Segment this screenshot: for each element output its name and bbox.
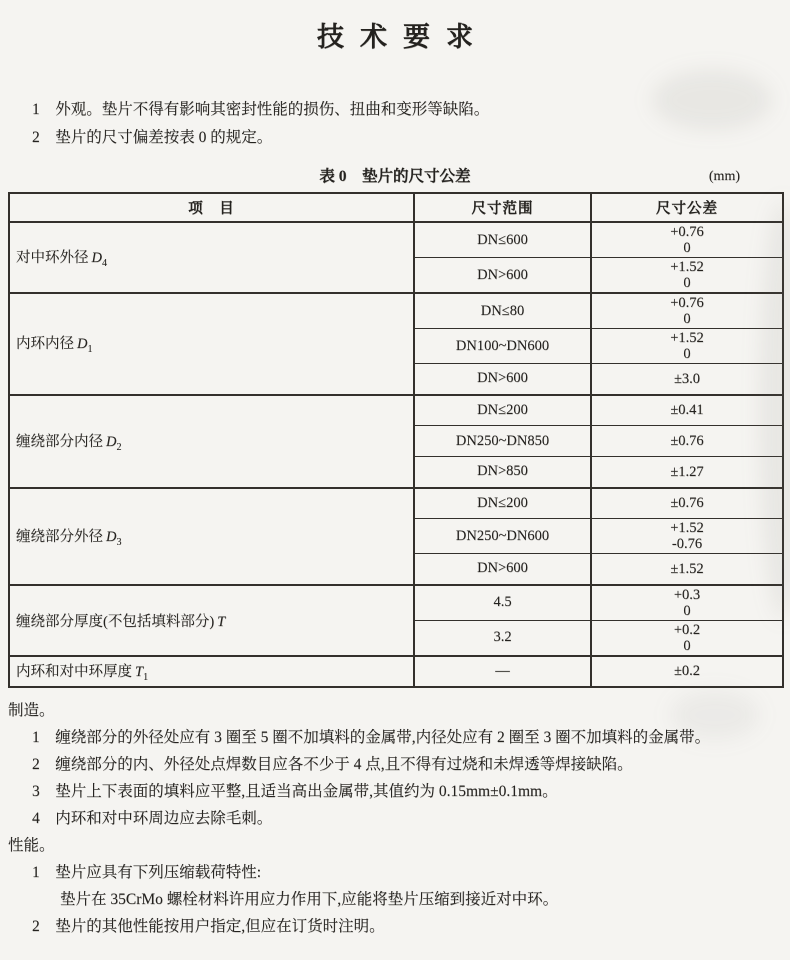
tolerance-cell [591,222,783,258]
clause-item: 4 内环和对中环周边应去除毛刺。 [32,809,273,827]
tolerance-cell [591,364,783,395]
range-cell: DN>600 [414,258,591,294]
range-cell: 3.2 [414,620,591,656]
tolerance-cell [591,620,783,656]
tolerance-value: +1.52 [670,330,704,346]
table-header-row [9,193,783,222]
column-header-range: 尺寸范围 [414,193,591,222]
clause-sections [8,697,782,940]
range-cell: DN>600 [414,364,591,395]
clause-item: 垫片在 35CrMo 螺栓材料许用应力作用下,应能将垫片压缩到接近对中环。 [60,890,559,908]
intro-item: 1 外观。垫片不得有影响其密封性能的损伤、扭曲和变形等缺陷。 [32,101,490,118]
clause-item: 2 垫片的其他性能按用户指定,但应在订货时注明。 [32,917,385,935]
tolerance-value: +0.76 [670,224,704,240]
item-symbol: $D_3$ [106,528,122,548]
tolerance-cell [591,519,783,554]
table-body [9,222,783,687]
range-cell: 4.5 [414,585,591,621]
tolerance-value: -0.76 [671,536,703,552]
tolerance-cell [591,293,783,329]
tolerance-value: ±0.2 [673,663,701,679]
range-cell: DN≤200 [414,488,591,519]
tolerance-cell [591,585,783,621]
tolerance-value: +0.3 [673,586,701,603]
table-caption: 表 0 垫片的尺寸公差 [319,168,471,185]
intro-list [8,96,782,152]
tolerance-cell [591,656,783,687]
tolerance-value: +0.76 [670,295,704,311]
section-heading: 性能。 [8,836,55,854]
tolerance-value: ±1.52 [670,560,704,577]
range-cell: DN250~DN850 [414,426,591,457]
table-row [9,585,783,621]
section-heading: 制造。 [8,701,55,719]
tolerance-cell [591,258,783,294]
tolerance-value: 0 [683,240,691,256]
column-header-item: 项 目 [9,193,414,222]
tolerance-value: ±0.41 [670,402,704,419]
table-row [9,395,783,426]
clause-item: 3 垫片上下表面的填料应平整,且适当高出金属带,其值约为 0.15mm±0.1mm。 [32,782,558,800]
clause-item: 2 缠绕部分的内、外径处点焊数目应各不少于 4 点,且不得有过烧和未焊透等焊接缺陷。 [32,755,633,773]
item-symbol: $D_1$ [77,336,93,356]
range-cell: DN100~DN600 [414,329,591,364]
item-cell: 内环和对中环厚度 $T_1$ [9,656,414,687]
tolerance-cell [591,329,783,364]
tolerance-value: ±1.27 [670,463,704,480]
range-cell: DN≤600 [414,222,591,258]
tolerance-value: 0 [683,637,691,654]
item-cell: 缠绕部分外径 $D_3$ [9,488,414,585]
table-row [9,222,783,258]
item-symbol: $D_2$ [106,433,122,453]
tolerance-value: +1.52 [670,259,704,275]
tolerance-cell [591,488,783,519]
table-caption-row [8,164,782,190]
tolerance-value: 0 [683,346,691,362]
range-cell: — [414,656,591,687]
tolerance-value: +1.52 [670,520,704,536]
tolerance-value: 0 [683,311,691,327]
item-cell: 内环内径 $D_1$ [9,293,414,395]
tolerance-cell [591,426,783,457]
item-cell: 缠绕部分厚度(不包括填料部分) T [9,585,414,656]
table-row [9,293,783,329]
tolerance-table [8,192,784,688]
column-header-tolerance: 尺寸公差 [591,193,783,222]
item-cell: 缠绕部分内径 $D_2$ [9,395,414,488]
tolerance-cell [591,395,783,426]
range-cell: DN>850 [414,457,591,488]
item-symbol: $D_4$ [91,250,107,269]
tolerance-cell [591,457,783,488]
item-symbol: T [217,613,226,630]
page-title: 技术要求 [317,22,489,52]
table-row [9,488,783,519]
tolerance-value: +0.2 [673,621,701,638]
range-cell: DN≤200 [414,395,591,426]
table-row [9,656,783,687]
tolerance-value: 0 [683,602,691,619]
item-symbol: $T_1$ [135,663,149,683]
range-cell: DN>600 [414,554,591,585]
tolerance-value: ±3.0 [673,370,701,387]
tolerance-value: ±0.76 [670,433,704,449]
table-unit-label: (mm) [708,169,740,184]
item-cell: 对中环外径 $D_4$ [9,222,414,293]
tolerance-value: ±0.76 [670,495,704,512]
tolerance-cell [591,554,783,585]
intro-item: 2 垫片的尺寸偏差按表 0 的规定。 [32,129,273,146]
range-cell: DN250~DN600 [414,519,591,554]
clause-item: 1 垫片应具有下列压缩载荷特性: [32,863,262,881]
range-cell: DN≤80 [414,293,591,329]
clause-item: 1 缠绕部分的外径处应有 3 圈至 5 圈不加填料的金属带,内径处应有 2 圈至 3 圈不加填料的金属带。 [32,728,711,746]
tolerance-value: 0 [683,275,691,291]
